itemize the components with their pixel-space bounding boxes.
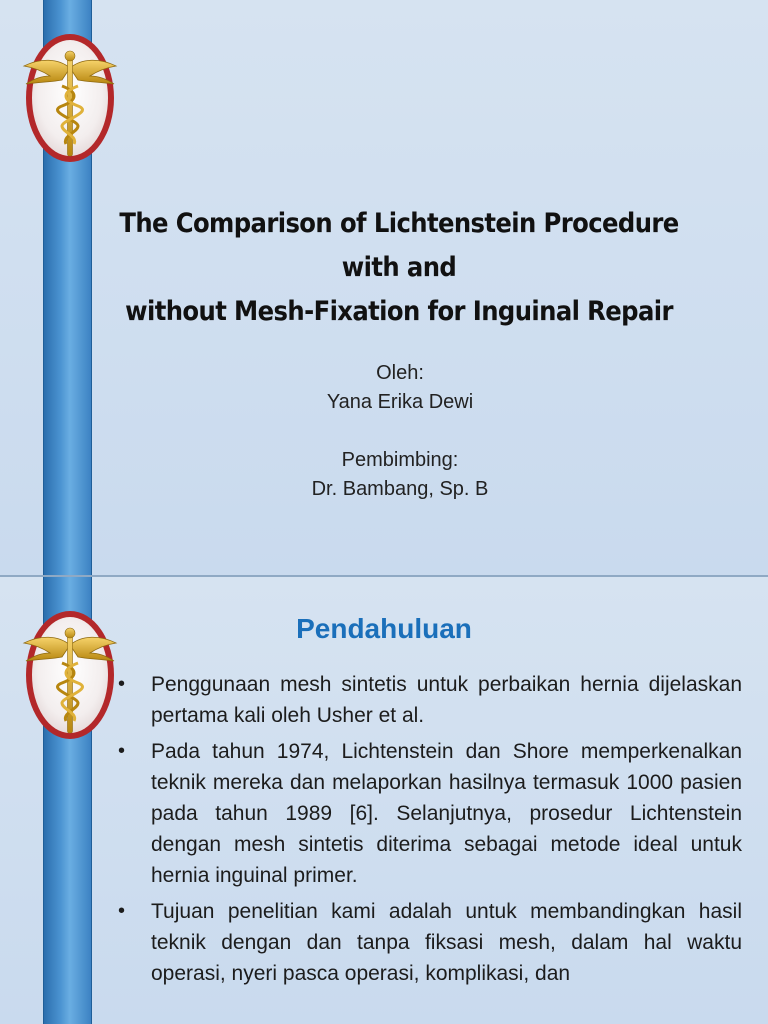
title-line-1: The Comparison of Lichtenstein Procedure with and — [119, 208, 679, 283]
supervisor-label: Pembimbing: — [341, 449, 459, 471]
caduceus-icon — [22, 30, 118, 166]
list-item: • Tujuan penelitian kami adalah untuk membandingkan hasil teknik dengan dan tanpa fiksasi mesh, dalam hal waktu operasi, nyeri pasca operasi, komplikasi, dan — [118, 896, 742, 989]
section-heading: Pendahuluan — [296, 613, 472, 644]
supervisor-name: Dr. Bambang, Sp. B — [311, 478, 489, 500]
author-name: Yana Erika Dewi — [326, 391, 474, 413]
list-item: • Pada tahun 1974, Lichtenstein dan Shore memperkenalkan teknik mereka dan melaporkan hasilnya termasuk 1000 pasien pada tahun 1989 [6]. Selanjutnya, prosedur Lichtenstein dengan mesh sintetis diterima sebagai metode ideal untuk hernia inguinal primer. — [118, 736, 742, 891]
credits-block — [200, 359, 600, 504]
bullet-list — [118, 669, 742, 994]
author-label: Oleh: — [376, 362, 424, 384]
introduction-slide — [0, 577, 768, 1024]
list-item: • Penggunaan mesh sintetis untuk perbaikan hernia dijelaskan pertama kali oleh Usher et al. — [118, 669, 742, 731]
title-line-2: without Mesh-Fixation for Inguinal Repair — [125, 296, 673, 327]
credits-spacer — [200, 417, 600, 446]
presentation-title — [100, 202, 698, 334]
caduceus-icon — [22, 607, 118, 743]
